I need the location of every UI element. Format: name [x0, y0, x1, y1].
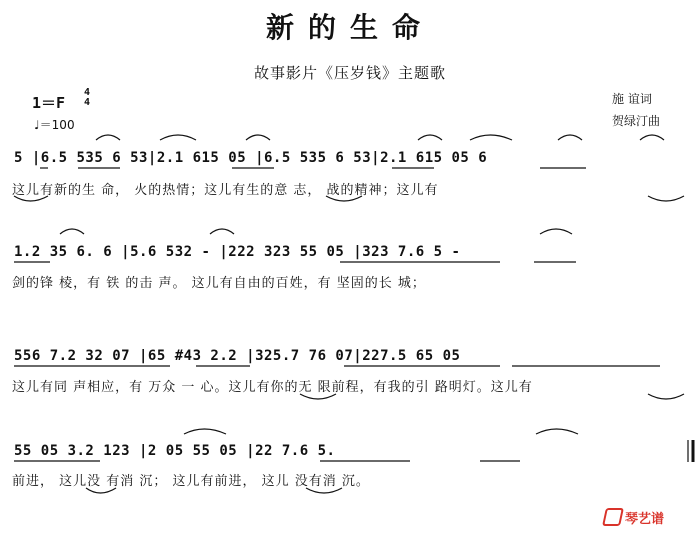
lyric-slur-mark [648, 394, 684, 399]
slur-mark [210, 229, 234, 234]
lyrics-row-4: 前进， 这儿没 有消 沉； 这儿有前进， 这儿 没有消 沉。 [12, 474, 370, 489]
slur-mark [160, 135, 196, 140]
lyric-slur-mark [86, 488, 116, 493]
slur-mark [470, 135, 512, 140]
brand-icon [602, 508, 624, 526]
slur-mark [246, 135, 270, 140]
quarter-note-icon: ♩ [34, 118, 40, 132]
lyric-slur-mark [306, 488, 342, 493]
composer-credit: 贺绿汀曲 [612, 114, 661, 128]
notation-row-4: 55 05 3.2 123 |2 05 55 05 |22 7.6 5. [14, 443, 336, 459]
slur-mark [540, 229, 572, 234]
song-title: 新的生命 [265, 11, 434, 44]
tempo-value: ＝100 [39, 118, 75, 132]
lyric-slur-mark [14, 196, 48, 201]
slur-mark [184, 429, 226, 434]
lyric-slur-mark [300, 394, 336, 399]
notation-row-1: 5 |6.5 535 6 53|2.1 615 05 |6.5 535 6 53|2.1 615 05 6 [14, 150, 488, 166]
lyrics-row-2: 剑的锋 棱，有 铁 的击 声。 这儿有自由的百姓，有 坚固的长 城； [12, 276, 426, 291]
slur-mark [418, 135, 442, 140]
lyric-slur-mark [326, 196, 362, 201]
lyrics-row-1: 这儿有新的生 命， 火的热情；这儿有生的意 志， 战的精神；这儿有 [12, 183, 439, 198]
slur-mark [536, 429, 578, 434]
song-subtitle: 故事影片《压岁钱》主题歌 [253, 64, 446, 82]
meter-bottom: 4 [84, 97, 91, 108]
watermark-brand: 琴艺谱 [625, 512, 665, 527]
watermark-logo [604, 508, 664, 527]
slur-mark [558, 135, 582, 140]
lyricist-credit: 施 谊词 [612, 92, 652, 106]
notation-row-3: 556 7.2 32 07 |65 #43 2.2 |325.7 76 07|227.5 65 05 [14, 348, 461, 364]
notation-row-2: 1.2 35 6. 6 |5.6 532 - |222 323 55 05 |323 7.6 5 - [14, 244, 461, 260]
lyric-slur-mark [648, 196, 684, 201]
slur-mark [60, 229, 84, 234]
lyrics-row-3: 这儿有同 声相应，有 万众 一 心。这儿有你的无 限前程，有我的引 路明灯。这儿有 [12, 380, 533, 395]
meter-top: 4 [84, 87, 91, 98]
key-signature: 1＝F [32, 94, 66, 112]
slur-mark [96, 135, 120, 140]
slur-mark [640, 135, 664, 140]
